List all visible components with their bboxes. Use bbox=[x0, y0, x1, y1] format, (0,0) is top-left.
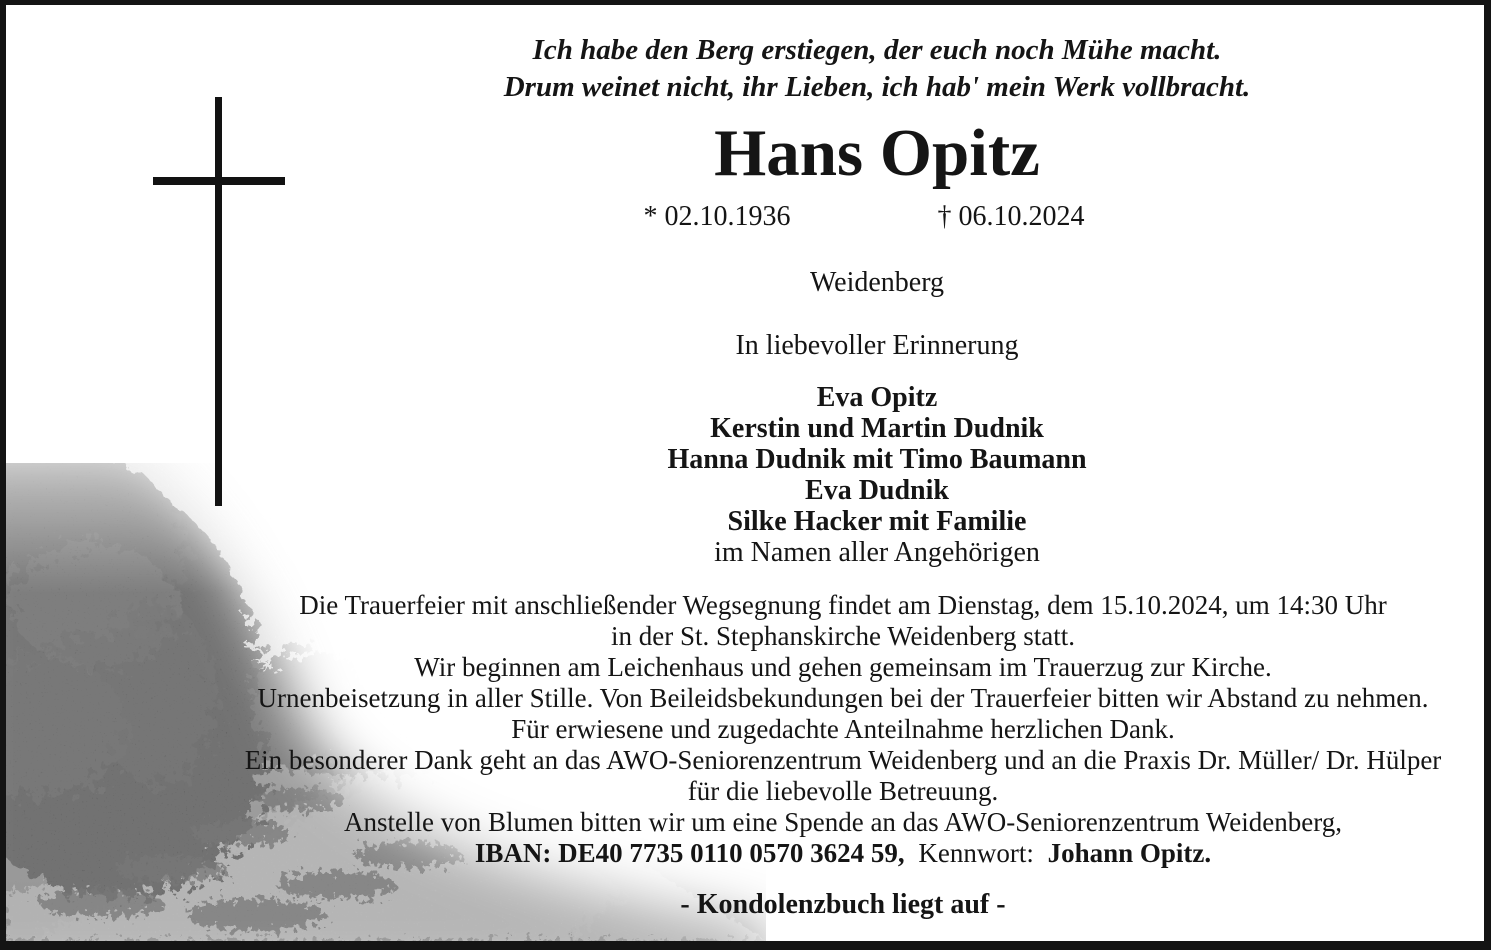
mourner-name: Kerstin und Martin Dudnik bbox=[710, 413, 1044, 444]
announcement-line: Anstelle von Blumen bitten wir um eine Spende an das AWO-Seniorenzentrum Weidenberg, bbox=[344, 807, 1342, 837]
life-dates bbox=[244, 201, 1484, 233]
epitaph-line-2: Drum weinet nicht, ihr Lieben, ich hab' mein Werk vollbracht. bbox=[503, 71, 1251, 103]
keyword-value: Johann Opitz. bbox=[1047, 838, 1212, 868]
place-name: Weidenberg bbox=[809, 267, 945, 298]
announcement-line: Für erwiesene und zugedachte Anteilnahme herzlichen Dank. bbox=[511, 714, 1175, 744]
announcement-line: Urnenbeisetzung in aller Stille. Von Beileidsbekundungen bei der Trauerfeier bitten wir Abstand zu nehmen. bbox=[257, 683, 1429, 713]
epitaph bbox=[270, 32, 1484, 106]
mourner-name: Silke Hacker mit Familie bbox=[727, 506, 1027, 537]
iban-number: IBAN: DE40 7735 0110 0570 3624 59, bbox=[474, 838, 905, 868]
mourner-name: Eva Dudnik bbox=[805, 475, 949, 506]
memorial-heading: In liebevoller Erinnerung bbox=[735, 330, 1019, 361]
announcement bbox=[202, 590, 1484, 920]
announcement-line: Ein besonderer Dank geht an das AWO-Seniorenzentrum Weidenberg und an die Praxis Dr. Müller/ Dr. Hülper bbox=[244, 745, 1442, 775]
cross-horizontal-bar bbox=[153, 177, 285, 185]
announcement-line: in der St. Stephanskirche Weidenberg statt. bbox=[611, 621, 1075, 651]
keyword-label: Kennwort: bbox=[918, 838, 1034, 868]
condolence-book-note: - Kondolenzbuch liegt auf - bbox=[680, 889, 1006, 920]
epitaph-line-1: Ich habe den Berg erstiegen, der euch noch Mühe macht. bbox=[532, 34, 1222, 66]
announcement-line: für die liebevolle Betreuung. bbox=[687, 776, 999, 806]
deceased-name: Hans Opitz bbox=[714, 116, 1040, 190]
mourner-name: Hanna Dudnik mit Timo Baumann bbox=[667, 444, 1087, 475]
birth-date: * 02.10.1936 bbox=[643, 201, 791, 232]
donation-line bbox=[202, 838, 1484, 869]
mourner-name: Eva Opitz bbox=[816, 382, 938, 413]
mourners-list bbox=[270, 382, 1484, 568]
mourners-closing: im Namen aller Angehörigen bbox=[714, 537, 1040, 568]
announcement-line: Wir beginnen am Leichenhaus und gehen gemeinsam im Trauerzug zur Kirche. bbox=[414, 652, 1272, 682]
death-date: † 06.10.2024 bbox=[937, 201, 1085, 232]
cross-vertical-bar bbox=[215, 97, 222, 506]
announcement-line: Die Trauerfeier mit anschließender Wegsegnung findet am Dienstag, dem 15.10.2024, um 14:30 Uhr bbox=[299, 590, 1387, 620]
